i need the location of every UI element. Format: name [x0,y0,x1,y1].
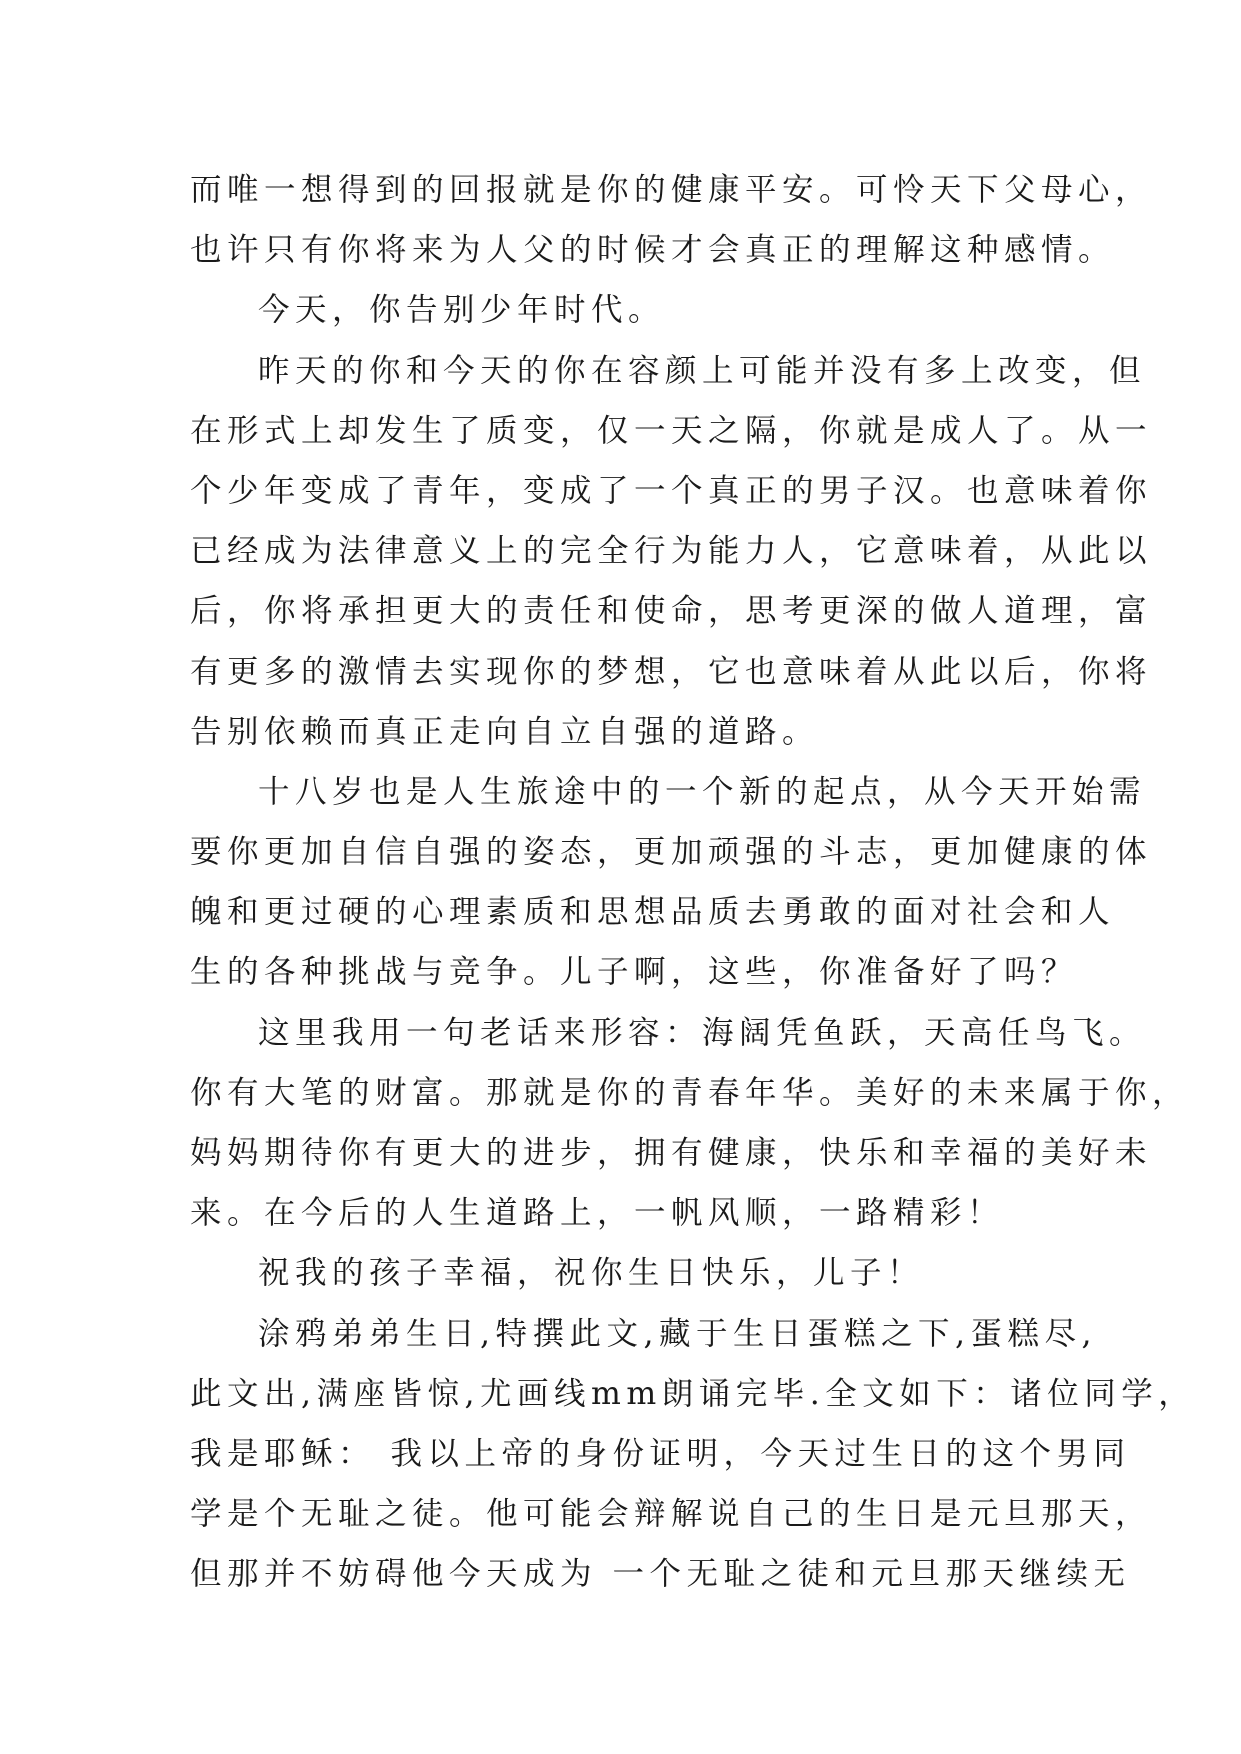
text-line: 要你更加自信自强的姿态，更加顽强的斗志，更加健康的体 [190,834,1153,871]
text-line: 我是耶稣： 我以上帝的身份证明，今天过生日的这个男同 [190,1435,1131,1472]
text-line: 在形式上却发生了质变，仅一天之隔，你就是成人了。从一 [190,412,1153,449]
text-line: 已经成为法律意义上的完全行为能力人，它意味着，从此以 [190,533,1153,570]
text-line: 此文出,满座皆惊,尤画线mm朗诵完毕.全文如下：诸位同学， [190,1375,1196,1412]
text-line: 告别依赖而真正走向自立自强的道路。 [190,713,820,750]
text-line: 也许只有你将来为人父的时候才会真正的理解这种感情。 [190,232,1116,269]
text-line: 妈妈期待你有更大的进步，拥有健康，快乐和幸福的美好未 [190,1135,1153,1171]
text-line: 生的各种挑战与竞争。儿子啊，这些，你准备好了吗？ [190,954,1079,991]
paragraph-start-line: 祝我的孩子幸福，祝你生日快乐，儿子！ [258,1255,925,1292]
text-line: 有更多的激情去实现你的梦想，它也意味着从此以后，你将 [190,653,1153,690]
text-line: 个少年变成了青年，变成了一个真正的男子汉。也意味着你 [190,472,1153,509]
paragraph-start-line: 这里我用一句老话来形容：海阔凭鱼跃，天高任鸟飞。 [258,1014,1147,1051]
paragraph-start-line: 今天，你告别少年时代。 [258,292,666,329]
paragraph-start-line: 涂鸦弟弟生日,特撰此文,藏于生日蛋糕之下,蛋糕尽, [258,1315,1098,1352]
text-line: 学是个无耻之徒。他可能会辩解说自己的生日是元旦那天， [190,1496,1153,1533]
text-line: 魄和更过硬的心理素质和思想品质去勇敢的面对社会和人 [190,894,1116,931]
text-line: 你有大笔的财富。那就是你的青春年华。美好的未来属于你， [190,1074,1190,1111]
body-text [190,160,1196,1605]
text-line: 来。在今后的人生道路上，一帆风顺，一路精彩！ [190,1195,1005,1232]
text-line: 后，你将承担更大的责任和使命，思考更深的做人道理，富 [190,593,1153,630]
text-line: 而唯一想得到的回报就是你的健康平安。可怜天下父母心， [190,172,1153,208]
paragraph-start-line: 十八岁也是人生旅途中的一个新的起点，从今天开始需 [258,773,1147,810]
text-line: 但那并不妨碍他今天成为 一个无耻之徒和元旦那天继续无 [190,1556,1131,1593]
paragraph-start-line: 昨天的你和今天的你在容颜上可能并没有多上改变，但 [258,352,1147,389]
